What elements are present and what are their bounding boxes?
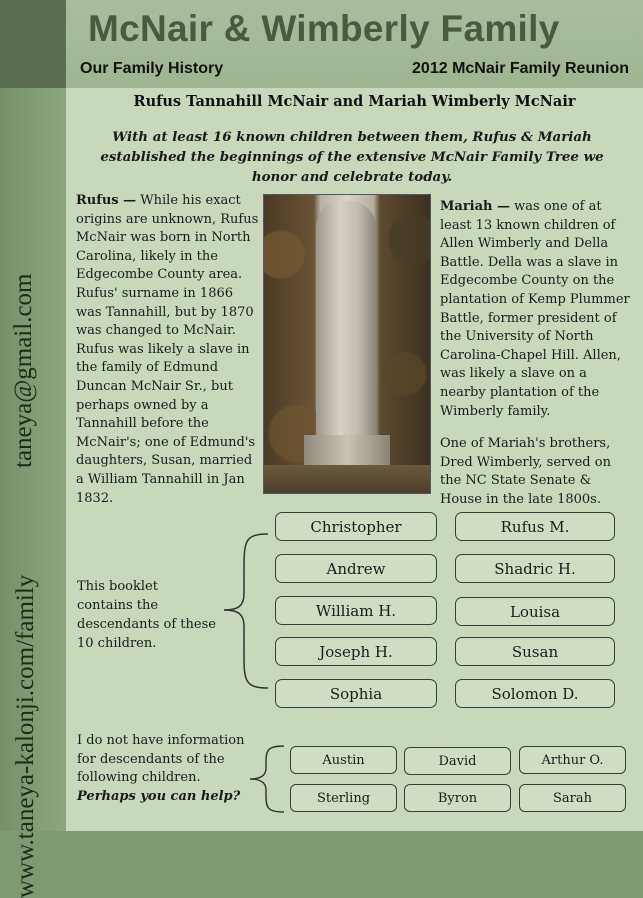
mariah-lead: Mariah —	[440, 199, 511, 214]
unknown-child-austin: Austin	[290, 746, 397, 774]
child-joseph-h: Joseph H.	[275, 637, 437, 666]
no-info-note	[77, 732, 252, 806]
names-heading: Rufus Tannahill McNair and Mariah Wimberly McNair	[133, 93, 576, 110]
no-info-text: I do not have information for descendants of the following children.	[77, 733, 245, 785]
subtitle-reunion: 2012 McNair Family Reunion	[412, 60, 629, 77]
mariah-bio	[440, 198, 635, 524]
intro-text: With at least 16 known children between them, Rufus & Mariah established the beginnings of the extensive McNair Family Tree we honor and celebrate today.	[100, 129, 604, 185]
unknown-child-byron: Byron	[404, 784, 511, 812]
child-susan: Susan	[455, 637, 615, 666]
unknown-child-arthur-o: Arthur O.	[519, 746, 626, 774]
help-prompt: Perhaps you can help?	[77, 788, 241, 804]
sidebar-email: taneya@gmail.com	[10, 273, 37, 468]
sidebar	[0, 88, 66, 898]
child-rufus-m: Rufus M.	[455, 512, 615, 541]
child-andrew: Andrew	[275, 554, 437, 583]
page-title: McNair & Wimberly Family	[88, 8, 560, 49]
child-solomon-d: Solomon D.	[455, 679, 615, 708]
rufus-text: While his exact origins are unknown, Rufus McNair was born in North Carolina, likely in the Edgecombe County area. Rufus' surname in 1866 was Tannahill, but by 1870 was changed to McNair. Rufus was likely a slave in the family of Edmund Duncan McNair Sr., but perhaps owned by a Tannahill before the McNair's; one of Edmund's daughters, Susan, married a William Tannahill in Jan 1832.	[76, 193, 259, 506]
gravestone-photo	[263, 194, 431, 494]
unknown-child-sarah: Sarah	[519, 784, 626, 812]
sidebar-website: www.taneya-kalonji.com/family	[12, 574, 39, 898]
child-shadric-h: Shadric H.	[455, 554, 615, 583]
unknown-children-brace	[248, 744, 288, 814]
header-corner	[0, 0, 66, 88]
mariah-text: was one of at least 13 known children of Allen Wimberly and Della Battle. Della was a slave in Edgecombe County on the plantation of Kemp Plummer Battle, former president of the University of North Carolina-Chapel Hill. Allen, was likely a slave on a nearby plantation of the Wimberly family.	[440, 199, 630, 419]
mariah-text-2: One of Mariah's brothers, Dred Wimberly, served on the NC State Senate & House in the late 1800s.	[440, 436, 611, 507]
rufus-lead: Rufus —	[76, 193, 137, 208]
rufus-bio	[76, 192, 261, 508]
child-sophia: Sophia	[275, 679, 437, 708]
unknown-child-sterling: Sterling	[290, 784, 397, 812]
child-christopher: Christopher	[275, 512, 437, 541]
children-brace	[222, 532, 272, 692]
unknown-child-david: David	[404, 747, 511, 775]
booklet-note: This booklet contains the descendants of these 10 children.	[77, 579, 216, 651]
subtitle-family-history: Our Family History	[80, 60, 224, 77]
child-louisa: Louisa	[455, 597, 615, 626]
child-william-h: William H.	[275, 596, 437, 625]
